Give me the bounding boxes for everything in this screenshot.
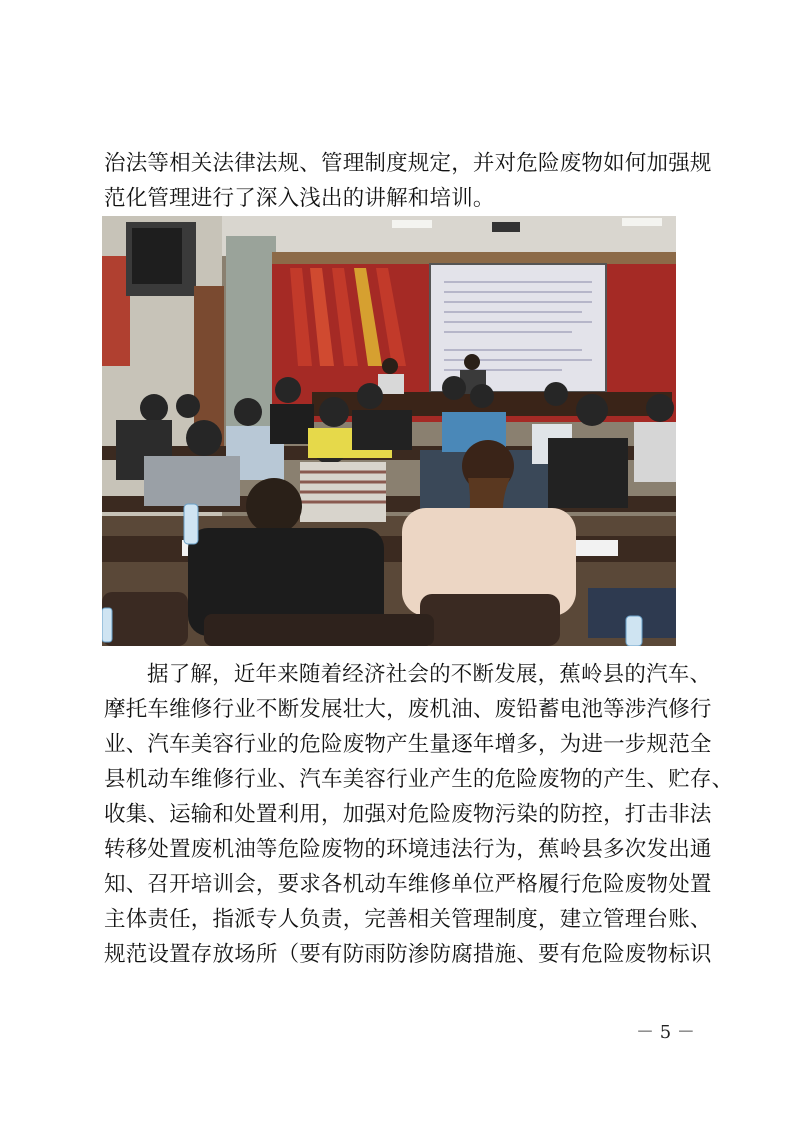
meeting-scene-illustration (102, 216, 676, 646)
text-line: 转移处置废机油等危险废物的环境违法行为，蕉岭县多次发出通 (104, 837, 712, 862)
training-meeting-photo (102, 216, 676, 646)
text-line: 规范设置存放场所（要有防雨防渗防腐措施、要有危险废物标识 (104, 942, 712, 967)
text-line: 主体责任，指派专人负责，完善相关管理制度，建立管理台账、 (104, 907, 712, 932)
text-line: 知、召开培训会，要求各机动车维修单位严格履行危险废物处置 (104, 872, 712, 897)
text-line: 摩托车维修行业不断发展壮大，废机油、废铅蓄电池等涉汽修行 (104, 697, 712, 722)
text-line: 范化管理进行了深入浅出的讲解和培训。 (104, 186, 495, 211)
text-line: 县机动车维修行业、汽车美容行业产生的危险废物的产生、贮存、 (104, 767, 734, 792)
text-line: 收集、运输和处置利用，加强对危险废物污染的防控，打击非法 (104, 802, 712, 827)
page-number: － 5 － (636, 1022, 695, 1043)
text-line: 治法等相关法律法规、管理制度规定，并对危险废物如何加强规 (104, 151, 712, 176)
text-line: 据了解，近年来随着经济社会的不断发展，蕉岭县的汽车、 (147, 662, 712, 687)
text-line: 业、汽车美容行业的危险废物产生量逐年增多，为进一步规范全 (104, 732, 712, 757)
